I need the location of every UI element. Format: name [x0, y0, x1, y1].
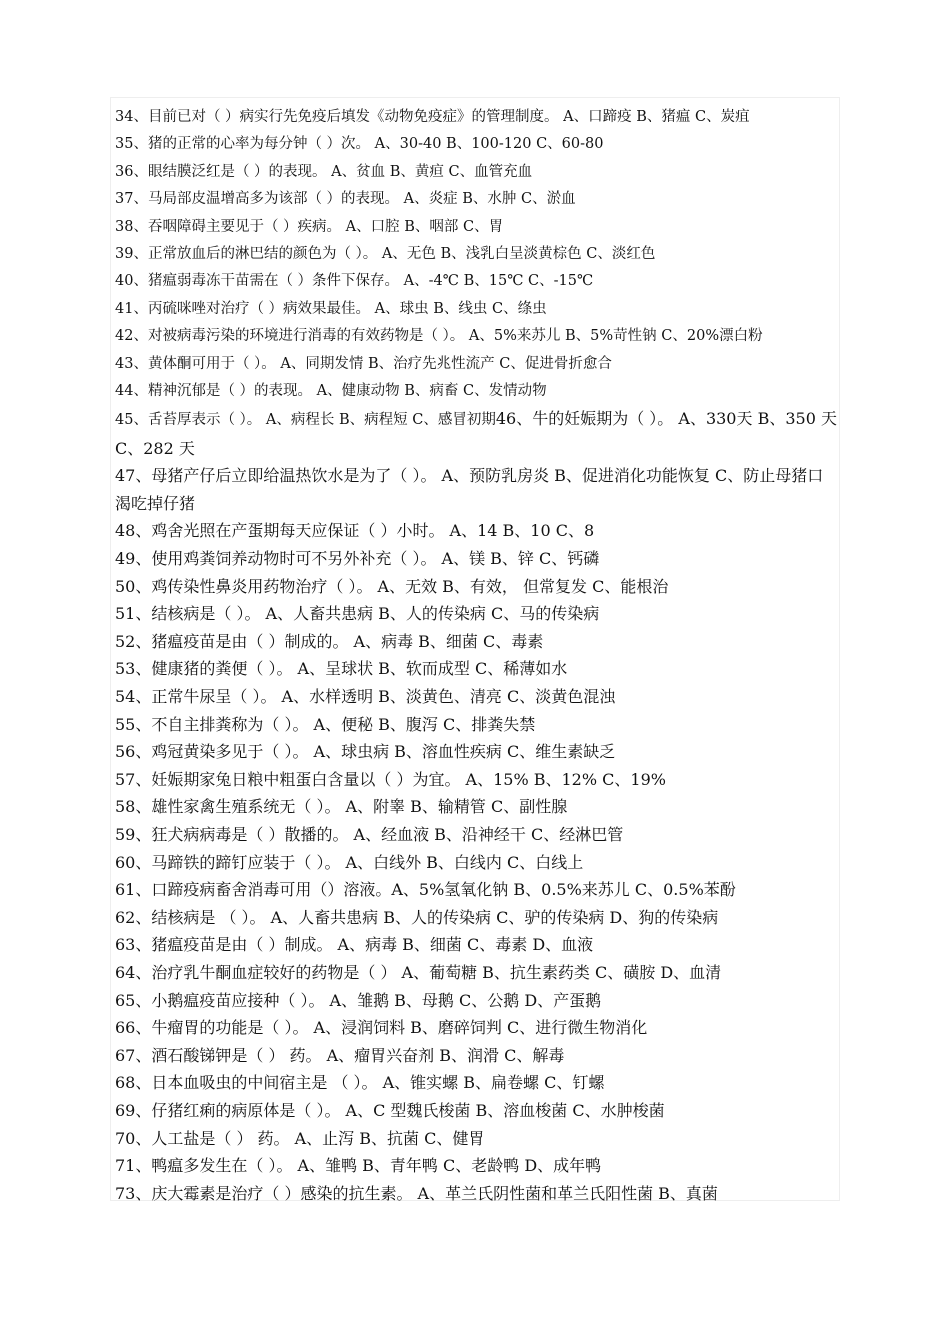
question-45-46: [115, 405, 837, 462]
question-47: 47、母猪产仔后立即给温热饮水是为了（ ）。 A、预防乳房炎 B、促进消化功能恢复 C、防止母猪口渴吃掉仔猪: [115, 466, 824, 513]
question-46: 46、牛的妊娠期为（ ）。 A、330天 B、350 天 C、282 天: [115, 409, 837, 458]
question-53: 53、健康猪的粪便（ ）。 A、呈球状 B、软而成型 C、稀薄如水: [115, 659, 568, 679]
question-40: 40、猪瘟弱毒冻干苗需在（ ）条件下保存。 A、-4℃ B、15℃ C、-15℃: [115, 273, 594, 290]
question-58: 58、雄性家禽生殖系统无（ ）。 A、附睾 B、输精管 C、副性腺: [115, 797, 568, 817]
question-66: 66、牛瘤胃的功能是（ ）。 A、浸润饲料 B、磨碎饲判 C、进行微生物消化: [115, 1018, 648, 1038]
question-38: 38、吞咽障碍主要见于（ ）疾病。 A、口腔 B、咽部 C、胃: [115, 218, 504, 235]
question-52: 52、猪瘟疫苗是由（ ）制成的。 A、病毒 B、细菌 C、毒素: [115, 631, 544, 651]
question-60: 60、马蹄铁的蹄钉应装于（ ）。 A、白线外 B、白线内 C、白线上: [115, 852, 584, 872]
question-41: 41、丙硫咪唑对治疗（ ）病效果最佳。 A、球虫 B、线虫 C、绦虫: [115, 300, 547, 317]
question-73: 73、庆大霉素是治疗（ ）感染的抗生素。 A、革兰氏阴性菌和革兰氏阳性菌 B、真菌: [115, 1183, 718, 1203]
question-43: 43、黄体酮可用于（ ）。 A、同期发情 B、治疗先兆性流产 C、促进骨折愈合: [115, 355, 612, 372]
question-34: 34、目前已对（ ）病实行先免疫后填发《动物免疫症》的管理制度。 A、口蹄疫 B、猪瘟 C、炭疽: [115, 109, 750, 125]
question-44: 44、精神沉郁是（ ）的表现。 A、健康动物 B、病畜 C、发情动物: [115, 382, 547, 399]
question-42: 42、对被病毒污染的环境进行消毒的有效药物是（ ）。 A、5%来苏儿 B、5%苛性钠 C、20%漂白粉: [115, 328, 763, 345]
question-59: 59、狂犬病病毒是（ ）散播的。 A、经血液 B、沿神经干 C、经淋巴管: [115, 825, 624, 845]
question-48: 48、鸡舍光照在产蛋期每天应保证（ ）小时。 A、14 B、10 C、8: [115, 521, 595, 541]
question-67: 67、酒石酸锑钾是（ ） 药。 A、瘤胃兴奋剂 B、润滑 C、解毒: [115, 1045, 565, 1065]
question-64: 64、治疗乳牛酮血症较好的药物是（ ） A、葡萄糖 B、抗生素药类 C、磺胺 D、血清: [115, 962, 722, 982]
question-54: 54、正常牛尿呈（ ）。 A、水样透明 B、淡黄色、清亮 C、淡黄色混浊: [115, 687, 616, 707]
question-49: 49、使用鸡粪饲养动物时可不另外补充（ ）。 A、镁 B、锌 C、钙磷: [115, 549, 600, 569]
question-37: 37、马局部皮温增高多为该部（ ）的表现。 A、炎症 B、水肿 C、淤血: [115, 191, 576, 208]
question-61: 61、口蹄疫病畜舍消毒可用（）溶液。A、5%氢氧化钠 B、0.5%来苏儿 C、0.5%苯酚: [115, 880, 736, 900]
question-71: 71、鸭瘟多发生在（ ）。 A、雏鸭 B、青年鸭 C、老龄鸭 D、成年鸭: [115, 1156, 602, 1176]
question-63: 63、猪瘟疫苗是由（ ）制成。 A、病毒 B、细菌 C、毒素 D、血液: [115, 935, 594, 955]
question-39: 39、正常放血后的淋巴结的颜色为（ ）。 A、无色 B、浅乳白呈淡黄棕色 C、淡红色: [115, 245, 656, 262]
question-65: 65、小鹅瘟疫苗应接种（ ）。 A、雏鹅 B、母鹅 C、公鹅 D、产蛋鹅: [115, 990, 602, 1010]
question-62: 62、结核病是 （ ）。 A、人畜共患病 B、人的传染病 C、驴的传染病 D、狗的传染病: [115, 907, 719, 927]
document-page: [110, 97, 840, 1201]
question-55: 55、不自主排粪称为（ ）。 A、便秘 B、腹泻 C、排粪失禁: [115, 714, 536, 734]
question-68: 68、日本血吸虫的中间宿主是 （ ）。 A、锥实螺 B、扁卷螺 C、钉螺: [115, 1073, 605, 1093]
question-70: 70、人工盐是（ ） 药。 A、止泻 B、抗菌 C、健胃: [115, 1128, 485, 1148]
question-56: 56、鸡冠黄染多见于（ ）。 A、球虫病 B、溶血性疾病 C、维生素缺乏: [115, 742, 616, 762]
question-69: 69、仔猪红痢的病原体是（ ）。 A、C 型魏氏梭菌 B、溶血梭菌 C、水肿梭菌: [115, 1100, 665, 1120]
question-57: 57、妊娠期家兔日粮中粗蛋白含量以（ ）为宜。 A、15% B、12% C、19%: [115, 769, 666, 789]
question-36: 36、眼结膜泛红是（ ）的表现。 A、贫血 B、黄疸 C、血管充血: [115, 163, 533, 180]
question-50: 50、鸡传染性鼻炎用药物治疗（ ）。 A、无效 B、有效， 但常复发 C、能根治: [115, 576, 669, 596]
question-51: 51、结核病是（ ）。 A、人畜共患病 B、人的传染病 C、马的传染病: [115, 604, 600, 624]
question-35: 35、猪的正常的心率为每分钟（ ）次。 A、30-40 B、100-120 C、60-80: [115, 136, 604, 153]
question-45: 45、舌苔厚表示（ ）。 A、病程长 B、病程短 C、感冒初期: [115, 412, 496, 429]
